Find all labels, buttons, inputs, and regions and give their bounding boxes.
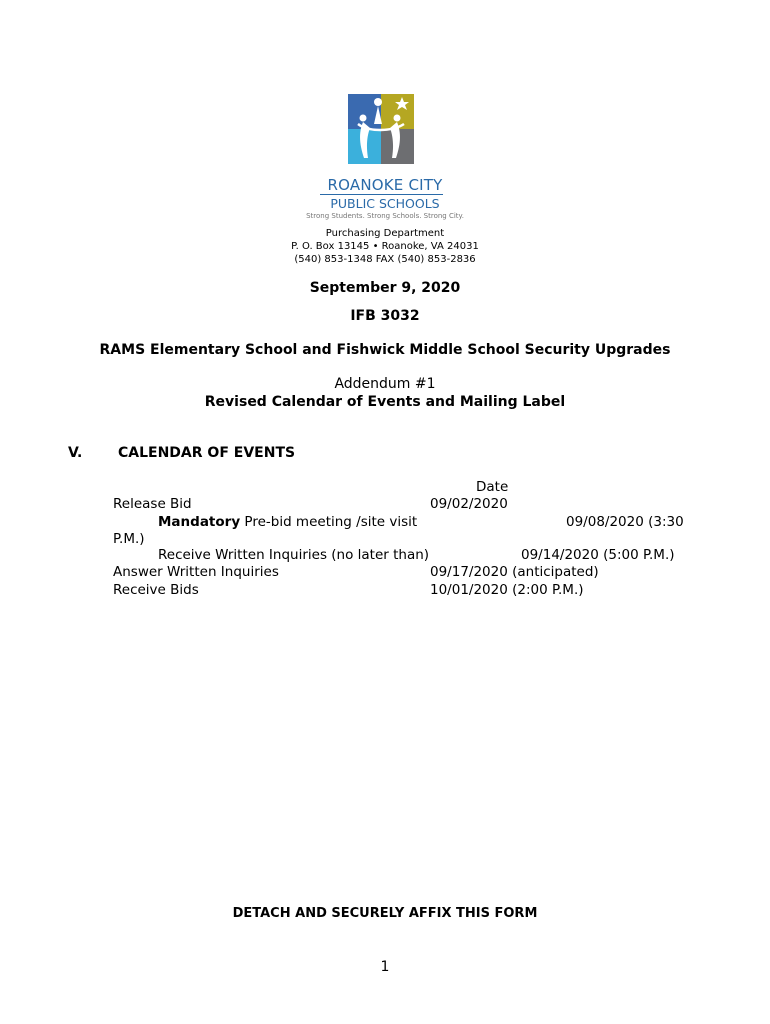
logo-divider xyxy=(320,194,443,195)
event-prebid-date-wrap: P.M.) xyxy=(113,531,145,547)
roanoke-city-public-schools-logo xyxy=(348,94,414,164)
logo-tagline: Strong Students. Strong Schools. Strong City. xyxy=(306,212,464,220)
event-prebid-mandatory: Mandatory xyxy=(158,514,241,530)
page-number: 1 xyxy=(380,959,390,975)
section-number: V. xyxy=(68,445,83,461)
event-prebid-text: Pre-bid meeting /site visit xyxy=(240,514,418,530)
event-inquiries-date: 09/14/2020 (5:00 P.M.) xyxy=(521,547,675,563)
ifb-number: IFB 3032 xyxy=(350,308,420,324)
phone-fax: (540) 853-1348 FAX (540) 853-2836 xyxy=(294,254,476,265)
department-name: Purchasing Department xyxy=(325,228,445,239)
logo-wordmark-line2: PUBLIC SCHOOLS xyxy=(330,196,440,211)
event-prebid-date: 09/08/2020 (3:30 xyxy=(566,514,684,530)
addendum-subtitle: Revised Calendar of Events and Mailing Label xyxy=(204,394,566,410)
detach-instruction: DETACH AND SECURELY AFFIX THIS FORM xyxy=(232,906,538,921)
event-bids-label: Receive Bids xyxy=(113,582,199,598)
mailing-address: P. O. Box 13145 • Roanoke, VA 24031 xyxy=(291,241,479,252)
event-answer-date: 09/17/2020 (anticipated) xyxy=(430,564,599,580)
addendum-number: Addendum #1 xyxy=(334,376,436,392)
date-column-header: Date xyxy=(476,479,509,495)
document-date: September 9, 2020 xyxy=(309,280,461,296)
event-answer-label: Answer Written Inquiries xyxy=(113,564,279,580)
section-title: CALENDAR OF EVENTS xyxy=(118,445,296,461)
logo-wordmark-line1: ROANOKE CITY xyxy=(327,176,443,194)
event-prebid-label xyxy=(158,514,417,531)
event-release-date: 09/02/2020 xyxy=(430,496,508,512)
event-release-label: Release Bid xyxy=(113,496,192,512)
event-inquiries-label: Receive Written Inquiries (no later than) xyxy=(158,547,430,563)
event-bids-date: 10/01/2020 (2:00 P.M.) xyxy=(430,582,584,598)
project-title: RAMS Elementary School and Fishwick Middle School Security Upgrades xyxy=(99,342,671,358)
